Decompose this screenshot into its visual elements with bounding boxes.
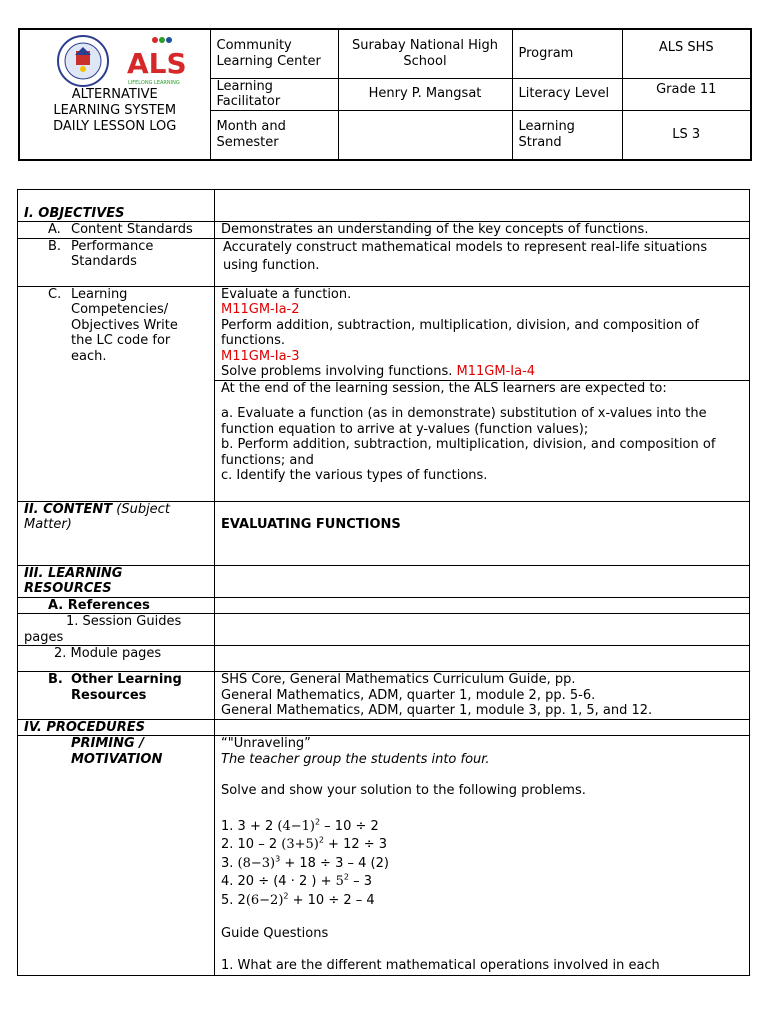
value-program: ALS SHS xyxy=(622,29,751,78)
competencies-list xyxy=(215,286,750,380)
guide-heading: Guide Questions xyxy=(221,926,329,941)
label-learning-facilitator: Learning Facilitator xyxy=(210,78,338,110)
logo-row xyxy=(20,35,210,87)
other-resource-2: General Mathematics, ADM, quarter 1, module 2, pp. 5-6. xyxy=(221,687,596,703)
label-learning-strand: Learning Strand xyxy=(512,110,622,160)
session-guides-blank xyxy=(215,614,750,646)
activity-title: “"Unraveling” xyxy=(221,736,311,751)
logo-title-cell xyxy=(19,29,210,160)
label-program: Program xyxy=(512,29,622,78)
content-standards-value: Demonstrates an understanding of the key concepts of functions. xyxy=(215,222,750,239)
problem-5: 5. $2(6-2)^2 + 10 \div 2 - 4$ xyxy=(221,891,375,908)
references-blank xyxy=(215,597,750,614)
content-standards-label: A. Content Standards xyxy=(18,222,215,239)
competency-2-code: M11GM-Ia-3 xyxy=(221,348,300,364)
problem-2: 2. 10 – 2 $(3+5)^2 + 12 \div 3$ xyxy=(221,835,388,852)
value-month-semester xyxy=(338,110,512,160)
other-resource-1: SHS Core, General Mathematics Curriculum Guide, pp. xyxy=(221,672,576,687)
als-logo-icon xyxy=(125,35,187,87)
competency-1-text: Evaluate a function. xyxy=(221,286,352,302)
session-guides-label: 1. Session Guides pages xyxy=(18,614,215,646)
objectives-heading: I. OBJECTIVES xyxy=(18,190,215,222)
label-month-semester: Month and Semester xyxy=(210,110,338,160)
content-heading: II. CONTENT (Subject Matter) xyxy=(18,501,215,565)
problem-4: 4. 20 ÷ (4 · 2 ) + $5^2 - 3$ xyxy=(221,872,373,889)
grouping-text: The teacher group the students into four. xyxy=(221,751,490,767)
content-value: EVALUATING FUNCTIONS xyxy=(215,501,750,565)
deped-seal-icon xyxy=(55,35,111,87)
problem-1: 1. 3 + 2 $(4-1)^2 - 10 \div 2$ xyxy=(221,817,379,834)
competency-1-code: M11GM-Ia-2 xyxy=(221,302,300,317)
references-label: A. References xyxy=(18,597,215,614)
priming-content xyxy=(215,736,750,976)
problem-list xyxy=(221,818,743,911)
als-logo-tagline: LIFELONG LEARNING xyxy=(127,79,180,86)
procedures-heading-blank xyxy=(215,719,750,736)
other-resources-label: B. Other Learning Resources xyxy=(18,672,215,720)
other-resources-list xyxy=(215,672,750,720)
priming-label: PRIMING / MOTIVATION xyxy=(18,736,215,976)
als-logo-letters: ALS xyxy=(126,46,187,80)
lesson-log-table xyxy=(17,189,750,976)
expected-intro: At the end of the learning session, the ALS learners are expected to: xyxy=(221,380,667,396)
instruction-text: Solve and show your solution to the following problems. xyxy=(221,783,586,798)
value-learning-strand: LS 3 xyxy=(622,110,751,160)
org-title: ALTERNATIVE LEARNING SYSTEM DAILY LESSON LOG xyxy=(53,86,177,134)
expected-b: b. Perform addition, subtraction, multiplication, division, and composition of functions; and xyxy=(221,437,716,468)
competencies-label: C. Learning Competencies/ Objectives Write the LC code for each. xyxy=(18,286,215,501)
expected-c: c. Identify the various types of functions. xyxy=(221,468,488,483)
expected-outcomes xyxy=(215,380,750,501)
value-literacy-level: Grade 11 xyxy=(622,78,751,110)
module-pages-blank xyxy=(215,646,750,672)
header-table xyxy=(18,28,752,161)
resources-heading: III. LEARNING RESOURCES xyxy=(18,565,215,597)
resources-heading-blank xyxy=(215,565,750,597)
competency-3: Solve problems involving functions. M11GM-Ia-4 xyxy=(221,364,536,379)
other-resource-3: General Mathematics, ADM, quarter 1, module 3, pp. 1, 5, and 12. xyxy=(221,703,653,718)
label-literacy-level: Literacy Level xyxy=(512,78,622,110)
guide-question-1: 1. What are the different mathematical operations involved in each xyxy=(221,957,660,973)
value-learning-facilitator: Henry P. Mangsat xyxy=(338,78,512,110)
label-community-learning-center: Community Learning Center xyxy=(210,29,338,78)
competency-2-text: Perform addition, subtraction, multiplication, division, and composition of functions. xyxy=(221,317,699,348)
value-community-learning-center: Surabay National High School xyxy=(338,29,512,78)
performance-standards-value: Accurately construct mathematical models to represent real-life situations using function. xyxy=(215,238,750,286)
module-pages-label: 2. Module pages xyxy=(18,646,215,672)
objectives-heading-blank xyxy=(215,190,750,222)
procedures-heading: IV. PROCEDURES xyxy=(18,719,215,736)
expected-a: a. Evaluate a function (as in demonstrate) substitution of x-values into the function equation to arrive at y-values (function values); xyxy=(221,406,707,437)
performance-standards-label: B. Performance Standards xyxy=(18,238,215,286)
problem-3: 3. $(8-3)^3 + 18 \div 3 - 4$ (2) xyxy=(221,854,389,871)
